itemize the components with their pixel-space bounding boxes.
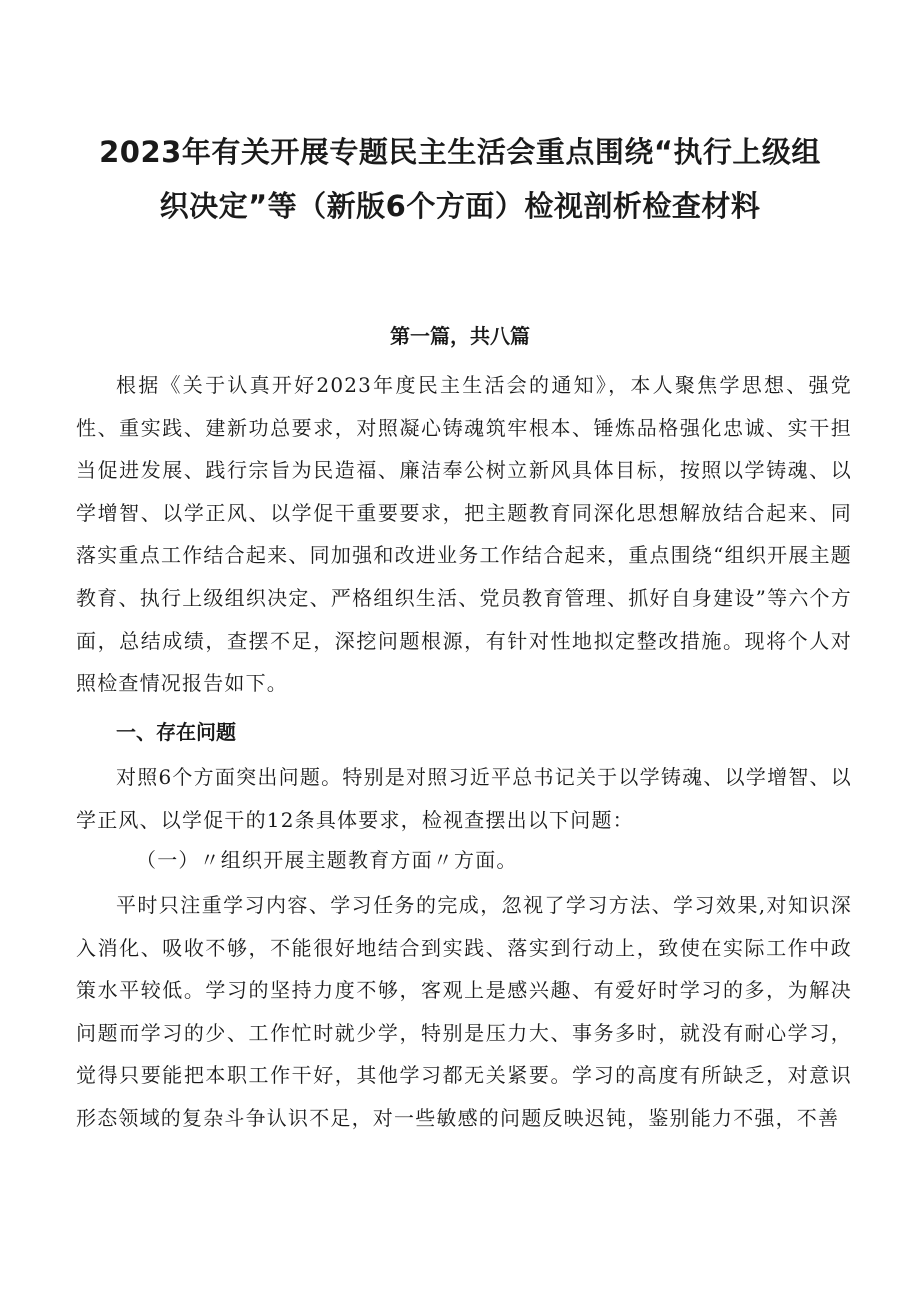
document-subtitle: 第一篇，共八篇 xyxy=(390,324,530,348)
paragraph-intro: 根据《关于认真开好2023年度民主生活会的通知》，本人聚焦学思想、强党性、重实践、建新功总要求，对照凝心铸魂筑牢根本、锤炼品格强化忠诚、实干担当促进发展、践行宗旨为民造福、廉洁奉公树立新风具体目标，按照以学铸魂、以学增智、以学正风、以学促干重要要求，把主题教育同深化思想解放结合起来、同落实重点工作结合起来、同加强和改进业务工作结合起来，重点围绕“组织开展主题教育、执行上级组织决定、严格组织生活、党员教育管理、抓好自身建设”等六个方面，总结成绩，查摆不足，深挖问题根源，有针对性地拟定整改措施。现将个人对照检查情况报告如下。 xyxy=(76,373,852,696)
section-heading-problems: 一、存在问题 xyxy=(116,720,236,744)
paragraph-theme-education: 平时只注重学习内容、学习任务的完成，忽视了学习方法、学习效果,对知识深入消化、吸收不够，不能很好地结合到实践、落实到行动上，致使在实际工作中政策水平较低。学习的坚持力度不够，客观上是感兴趣、有爱好时学习的多，为解决问题而学习的少、工作忙时就少学，特别是压力大、事务多时，就没有耐心学习，觉得只要能把本职工作干好，其他学习都无关紧要。学习的高度有所缺乏，对意识形态领域的复杂斗争认识不足，对一些敏感的问题反映迟钝，鉴别能力不强，不善 xyxy=(76,893,852,1130)
paragraph-problems-overview: 对照6个方面突出问题。特别是对照习近平总书记关于以学铸魂、以学增智、以学正风、以学促干的12条具体要求，检视查摆出以下问题： xyxy=(76,765,852,832)
document-title-line-1: 2023年有关开展专题民主生活会重点围绕“执行上级组 xyxy=(99,135,821,169)
subsection-heading-theme-education: （一）〃组织开展主题教育方面〃方面。 xyxy=(136,848,518,872)
document-title-line-2: 织决定”等（新版6个方面）检视剖析检查材料 xyxy=(159,189,761,223)
